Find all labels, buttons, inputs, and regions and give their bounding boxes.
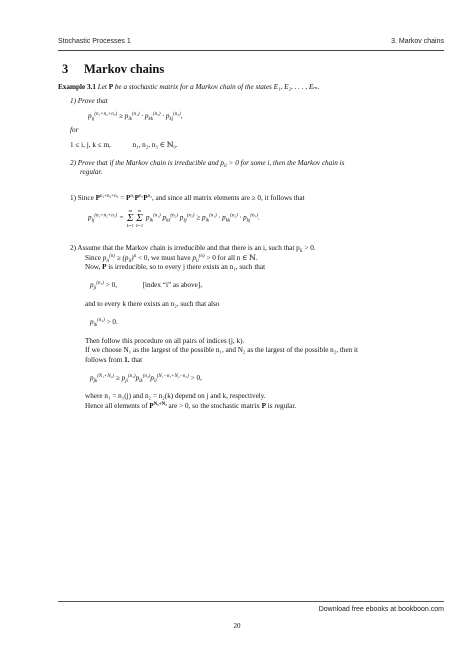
solution2-line1: 2) Assume that the Markov chain is irreducible and that there is an i, such that $p_{ii} > 0$. (70, 244, 316, 255)
part1-for: for (70, 126, 79, 135)
solution2-since: Since (85, 253, 101, 262)
part2-text-a: 2) Prove that if the Markov chain is irreducible and p (70, 159, 224, 168)
solution2-line6: If we choose N₁ as the largest of the possible n₁, and N₂ as the largest of the possible n₂, then it (85, 346, 359, 355)
header-rule (58, 50, 444, 51)
solution2-that: that (129, 355, 143, 364)
example-statement (58, 83, 442, 92)
example-states: E₁, E₂, . . . , Eₘ. (273, 83, 320, 91)
page-body (58, 62, 442, 411)
part1-n-range: n₁, n₂, n₃ ∈ ℕ₀. (132, 140, 178, 149)
solution2-text-1: Assume that the Markov chain is irreducible and that there is an i, such that p (77, 244, 300, 253)
example-intro: be a stochastic matrix for a Markov chain of the states (114, 83, 272, 91)
page-number: 20 (233, 622, 241, 630)
solution2-eq2: $p_{ik}^{(n_2)} > 0$. (90, 318, 118, 329)
solution2-eq1: $p_{ji}^{(n_1)} > 0$, [index “i” as above], (90, 281, 203, 292)
solution1-eq-tail: . (257, 213, 260, 222)
section-heading (62, 62, 442, 76)
solution2-now: Now, (85, 263, 101, 272)
solution2-line2: Since $p_{ii}^{(n)} \ge (p_{ii})^n < 0$, we must have $p_{ii}^{(n)} > 0$ for all n ∈ ℕ. (85, 253, 258, 264)
solution2-text-2b: , we must have (147, 253, 191, 262)
solution2-ref: 1. (124, 355, 130, 364)
solution2-text-3b: is irreducible, so to every j there exists an n₁, such that (106, 263, 266, 272)
solution2-follows: follows from (85, 355, 123, 364)
solution2-text-2c: > 0 for all n ∈ ℕ. (204, 253, 258, 262)
section-title: Markov chains (84, 62, 165, 76)
solution2-hence: Hence all elements of (85, 401, 148, 410)
footer-ad-link[interactable]: Download free ebooks at bookboon.com (318, 606, 444, 613)
eq1-tail: > 0, (103, 281, 117, 290)
solution2-line4: and to every k there exists an n₂, such that also (85, 299, 220, 308)
part2-text-b: > 0 for some i, then the Markov chain is (226, 159, 345, 168)
section-number: 3 (62, 62, 69, 76)
part2-statement: 2) Prove that if the Markov chain is irreducible and $p_{ii} > 0$ for some i, then the Markov chain is regular. (70, 159, 345, 177)
solution1-label: 1) (70, 193, 76, 202)
solution2-text-9b: are > 0, so the stochastic matrix (166, 401, 260, 410)
solution2-line9: Hence all elements of $P^{N_1+N_2}$ are > 0, so the stochastic matrix P is regular. (85, 401, 297, 410)
solution2-eq3: $p_{jk}^{(N_1+N_2)} \ge p_{ji}^{(n_1)}p_{ik}^{(n_2)}p_{ii}^{(N_1-n_1+N_2-n_2)} > 0$, (90, 373, 202, 384)
part1-conditions (58, 141, 442, 150)
solution1-equation: $p_{ij}^{(n_1+n_2+n_3)}$ = m Σ k=1 m Σ ℓ=1 $p_{ik}^{(n_1)}$ $p_{k\ell}^{(n_2)}$ $p_{\ell j}^{(n_3)} \ge p_{ik}^{(n_1)} \cdot p_{kk}^{(n_2)} \cdot p_{kj}^{(n_3)}$. (88, 208, 260, 229)
solution2-line7 (58, 356, 442, 365)
solution1-text: 1) Since $P^{n_1+n_2+n_3} = P^{n_1}P^{n_2}P^{n_3}$, and since all matrix elements are ≥ 0, it follows that (70, 193, 305, 202)
footer-rule (58, 601, 444, 602)
matrix-symbol: P (108, 83, 114, 91)
solution2-line8: where n₁ = n₁(j) and n₂ = n₂(k) depend on j and k, respectively. (85, 392, 266, 401)
solution1-since: Since (77, 193, 94, 202)
part2-text-c: regular. (80, 168, 103, 177)
part1-inequality: $p_{ij}^{(n_1+n_2+n_3)} \ge p_{ik}^{(n_1)} \cdot p_{kk}^{(n_2)} \cdot p_{kj}^{(n_3)}$, (88, 111, 183, 122)
eq1-note: [index “i” as above], (142, 281, 203, 290)
part1-index-range: 1 ≤ i, j, k ≤ m, (70, 140, 111, 149)
header-book-title: Stochastic Processes 1 (58, 38, 131, 45)
eq2-tail: > 0. (104, 318, 118, 327)
solution1-text-b: , and since all matrix elements are ≥ 0, it follows that (151, 193, 305, 202)
running-header (58, 38, 444, 50)
solution2-text-1b: > 0. (302, 244, 316, 253)
sum-l: m Σ ℓ=1 (135, 208, 144, 229)
solution2-text-9c: is regular. (266, 401, 297, 410)
example-let: Let (97, 83, 107, 91)
sum-k: m Σ k=1 (126, 208, 134, 229)
part1-label: 1) Prove that (70, 97, 108, 106)
header-chapter-title: 3. Markov chains (391, 38, 444, 45)
example-label: Example 3.1 (58, 83, 96, 91)
solution2-line3: Now, P is irreducible, so to every j there exists an n₁, such that (85, 263, 266, 272)
solution2-line5: Then follow this procedure on all pairs of indices (j, k). (85, 336, 245, 345)
eq3-tail: > 0, (188, 373, 202, 382)
solution2-label: 2) (70, 244, 76, 253)
